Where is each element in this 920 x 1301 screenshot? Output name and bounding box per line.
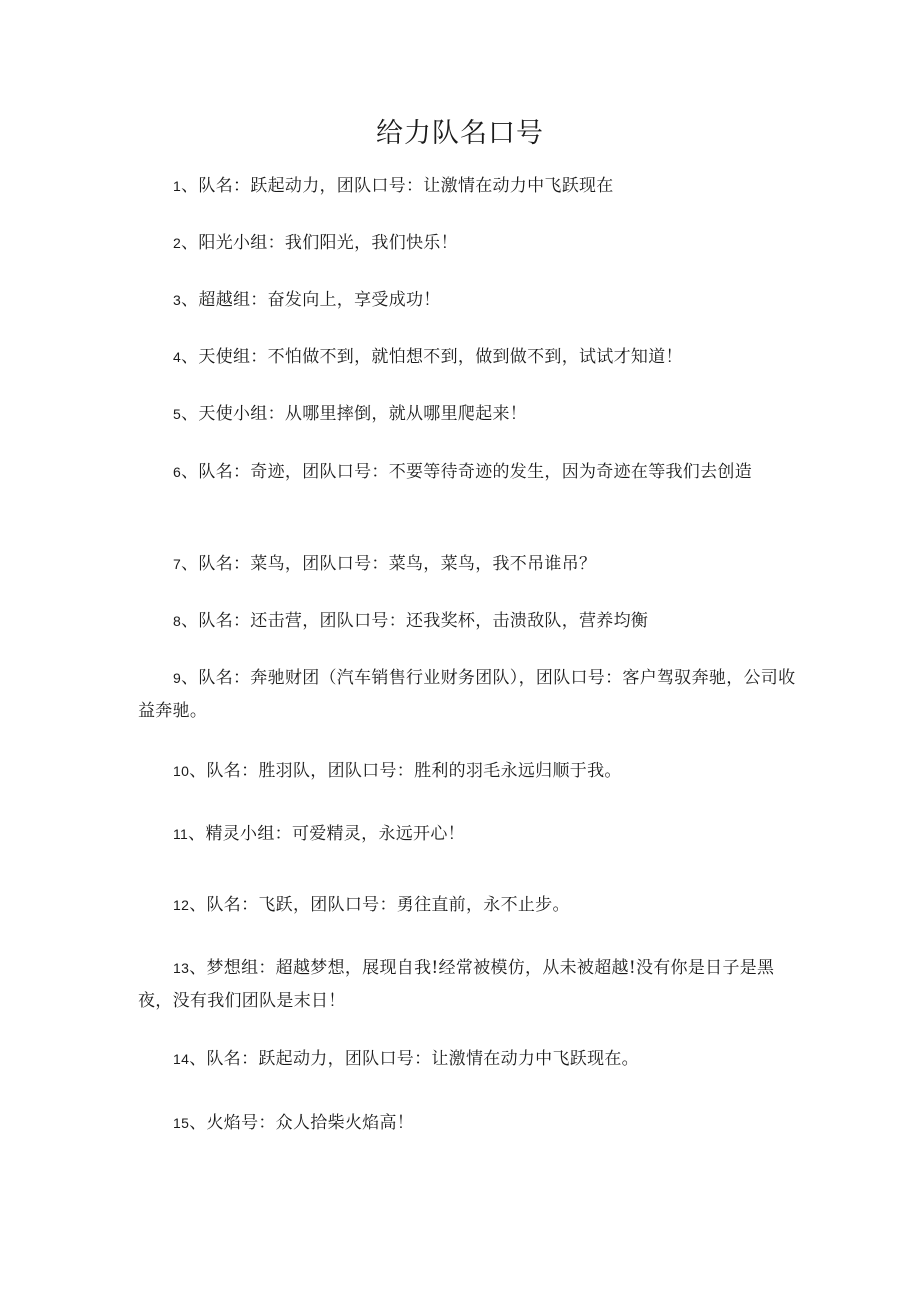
document-title: 给力队名口号 bbox=[376, 118, 544, 149]
item-number: 8 bbox=[173, 613, 182, 629]
list-item bbox=[138, 952, 798, 1018]
list-item bbox=[138, 1043, 798, 1076]
item-number: 1 bbox=[173, 178, 182, 194]
item-text: 、队名：还击营，团队口号：还我奖杯，击溃敌队，营养均衡 bbox=[181, 611, 649, 631]
item-number: 11 bbox=[173, 826, 189, 842]
item-text: 、梦想组：超越梦想，展现自我!经常被模仿，从未被超越!没有你是日子是黑夜，没有我们团队是末日！ bbox=[138, 958, 775, 1011]
item-number: 5 bbox=[173, 406, 182, 422]
item-number: 13 bbox=[173, 960, 190, 976]
item-text: 、天使小组：从哪里摔倒，就从哪里爬起来！ bbox=[181, 404, 528, 424]
item-text: 、队名：奔驰财团（汽车销售行业财务团队），团队口号：客户驾驭奔驰，公司收益奔驰。 bbox=[138, 668, 796, 721]
item-number: 15 bbox=[173, 1115, 190, 1131]
item-text: 、队名：飞跃，团队口号：勇往直前，永不止步。 bbox=[189, 895, 570, 915]
item-text: 、阳光小组：我们阳光，我们快乐！ bbox=[181, 233, 458, 253]
item-text: 、火焰号：众人拾柴火焰高！ bbox=[189, 1113, 415, 1133]
item-number: 7 bbox=[173, 556, 182, 572]
list-item bbox=[138, 662, 798, 728]
item-number: 2 bbox=[173, 235, 182, 251]
item-number: 6 bbox=[173, 464, 182, 480]
list-item bbox=[138, 548, 798, 581]
item-number: 4 bbox=[173, 349, 182, 365]
list-item bbox=[138, 755, 798, 788]
item-number: 10 bbox=[173, 763, 190, 779]
list-item bbox=[138, 456, 798, 489]
item-text: 、队名：跃起动力，团队口号：让激情在动力中飞跃现在。 bbox=[189, 1049, 639, 1069]
list-item bbox=[138, 227, 798, 260]
item-text: 、队名：菜鸟，团队口号：菜鸟，菜鸟，我不吊谁吊？ bbox=[181, 554, 597, 574]
item-text: 、天使组：不怕做不到，就怕想不到，做到做不到，试试才知道！ bbox=[181, 347, 683, 367]
item-number: 9 bbox=[173, 670, 182, 686]
item-text: 、精灵小组：可爱精灵，永远开心！ bbox=[188, 824, 465, 844]
list-item bbox=[138, 170, 798, 203]
item-text: 、超越组：奋发向上，享受成功！ bbox=[181, 290, 441, 310]
list-item bbox=[138, 341, 798, 374]
list-item bbox=[138, 398, 798, 431]
list-item bbox=[138, 889, 798, 922]
item-number: 3 bbox=[173, 292, 182, 308]
item-text: 、队名：跃起动力，团队口号：让激情在动力中飞跃现在 bbox=[181, 176, 614, 196]
item-text: 、队名：奇迹，团队口号：不要等待奇迹的发生，因为奇迹在等我们去创造 bbox=[181, 462, 752, 482]
list-item bbox=[138, 605, 798, 638]
list-item bbox=[138, 284, 798, 317]
item-number: 12 bbox=[173, 897, 190, 913]
item-text: 、队名：胜羽队，团队口号：胜利的羽毛永远归顺于我。 bbox=[189, 761, 622, 781]
item-number: 14 bbox=[173, 1051, 190, 1067]
list-item bbox=[138, 1107, 798, 1140]
list-item bbox=[138, 818, 798, 851]
